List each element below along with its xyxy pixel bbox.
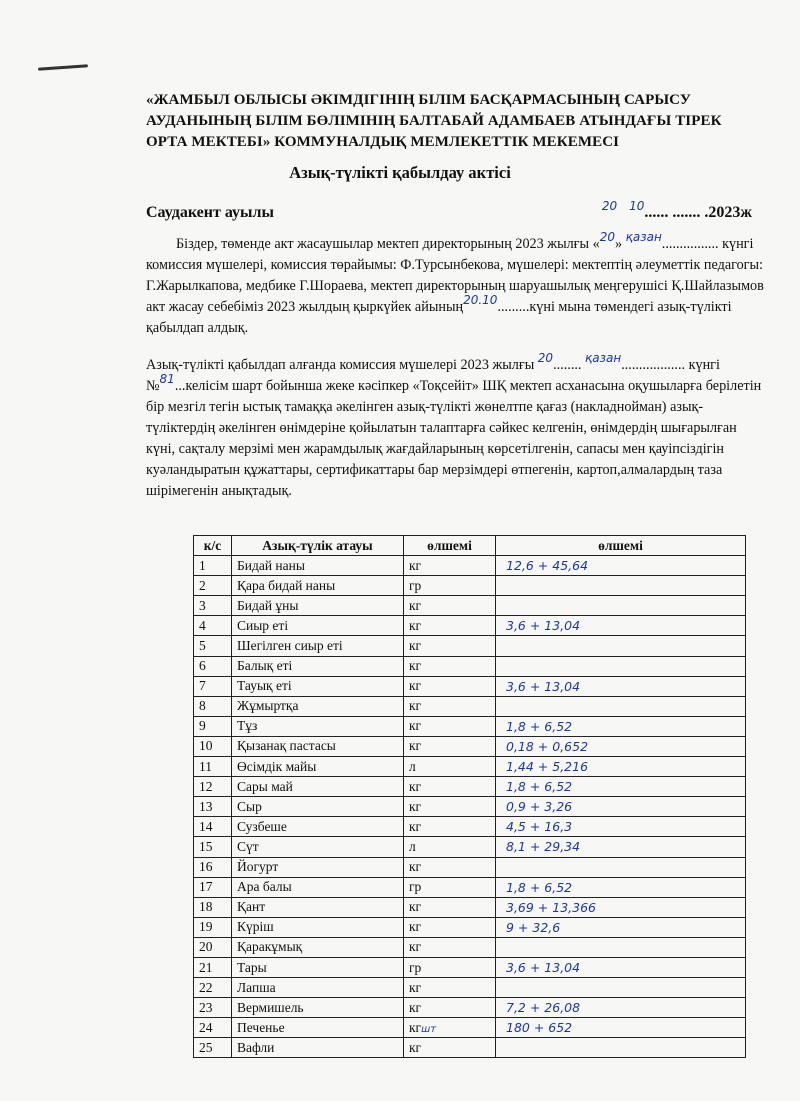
row-number: 1 bbox=[194, 556, 232, 576]
row-product-name: Қызанақ пастасы bbox=[232, 736, 404, 756]
table-row bbox=[194, 576, 746, 596]
table-row bbox=[194, 757, 746, 777]
paragraph-commission bbox=[146, 230, 766, 339]
row-unit: кг bbox=[404, 556, 496, 576]
row-product-name: Сузбеше bbox=[232, 817, 404, 837]
row-number: 6 bbox=[194, 656, 232, 676]
table-row bbox=[194, 696, 746, 716]
table-row bbox=[194, 817, 746, 837]
row-amount bbox=[496, 696, 746, 716]
header-amount: өлшемі bbox=[496, 536, 746, 556]
p2-handwritten-day: 20 bbox=[537, 351, 554, 365]
row-amount: 1,8 + 6,52 bbox=[496, 777, 746, 797]
header-no: к/с bbox=[194, 536, 232, 556]
row-number: 13 bbox=[194, 797, 232, 817]
row-product-name: Лапша bbox=[232, 978, 404, 998]
row-unit: кг bbox=[404, 656, 496, 676]
row-unit: кг bbox=[404, 616, 496, 636]
table-row bbox=[194, 957, 746, 977]
table-row bbox=[194, 1018, 746, 1038]
p2-text-2: ........ bbox=[553, 357, 585, 373]
row-number: 15 bbox=[194, 837, 232, 857]
row-unit: кгшт bbox=[404, 1018, 496, 1038]
table-row bbox=[194, 857, 746, 877]
date-year: 2023ж bbox=[708, 204, 752, 221]
row-amount: 1,44 + 5,216 bbox=[496, 757, 746, 777]
p1-text-3: ................ күнгі комиссия мүшелері, комиссия төрайымы: Ф.Турсынбекова, мүшелері: мектептің әлеуметтік педагогы: Г.Жарылкапова, медбике Г.Шораева, мектеп директорының шаруашылық меңгерушісі Қ.Шайлазымов акт жасау себебіміз 2023 жылдың қыркүйек айының bbox=[146, 236, 764, 315]
table-row bbox=[194, 937, 746, 957]
row-unit: кг bbox=[404, 797, 496, 817]
row-product-name: Балық еті bbox=[232, 656, 404, 676]
row-unit-handwritten: шт bbox=[421, 1023, 437, 1035]
row-amount bbox=[496, 978, 746, 998]
paragraph-acceptance bbox=[146, 351, 766, 502]
table-row bbox=[194, 978, 746, 998]
row-amount: 1,8 + 6,52 bbox=[496, 877, 746, 897]
row-amount: 3,6 + 13,04 bbox=[496, 676, 746, 696]
row-unit: кг bbox=[404, 937, 496, 957]
row-number: 9 bbox=[194, 716, 232, 736]
p2-text-3: .................. күнгі № bbox=[146, 357, 720, 394]
row-unit: кг bbox=[404, 978, 496, 998]
p2-handwritten-contract-no: 81 bbox=[159, 372, 175, 386]
row-number: 4 bbox=[194, 616, 232, 636]
table-header-row bbox=[194, 536, 746, 556]
row-product-name: Сыр bbox=[232, 797, 404, 817]
row-unit: кг bbox=[404, 676, 496, 696]
row-unit: кг bbox=[404, 1038, 496, 1058]
p2-handwritten-month: қазан bbox=[585, 351, 622, 365]
pen-mark bbox=[38, 64, 88, 70]
row-number: 19 bbox=[194, 917, 232, 937]
row-amount bbox=[496, 636, 746, 656]
row-product-name: Тұз bbox=[232, 716, 404, 736]
document-title: Азық-түлікті қабылдау актісі bbox=[289, 163, 511, 182]
row-number: 3 bbox=[194, 596, 232, 616]
date-day: 20 bbox=[601, 199, 618, 213]
row-unit: гр bbox=[404, 877, 496, 897]
row-number: 20 bbox=[194, 937, 232, 957]
table-row bbox=[194, 616, 746, 636]
organization-name: «ЖАМБЫЛ ОБЛЫСЫ ӘКІМДІГІНІҢ БІЛІМ БАСҚАРМАСЫНЫҢ САРЫСУ АУДАНЫНЫҢ БІЛІМ БӨЛІМІНІҢ БАЛТАБАЙ АДАМБАЕВ АТЫНДАҒЫ ТІРЕК ОРТА МЕКТЕБІ» КОММУНАЛДЫҚ МЕМЛЕКЕТТІК МЕКЕМЕСІ bbox=[146, 92, 722, 150]
row-amount: 3,69 + 13,366 bbox=[496, 897, 746, 917]
row-amount bbox=[496, 576, 746, 596]
row-amount: 0,9 + 3,26 bbox=[496, 797, 746, 817]
row-unit: л bbox=[404, 837, 496, 857]
row-amount: 180 + 652 bbox=[496, 1018, 746, 1038]
row-amount: 9 + 32,6 bbox=[496, 917, 746, 937]
row-unit: кг bbox=[404, 596, 496, 616]
row-number: 24 bbox=[194, 1018, 232, 1038]
header-name: Азық-түлік атауы bbox=[232, 536, 404, 556]
row-amount bbox=[496, 596, 746, 616]
header-unit: өлшемі bbox=[404, 536, 496, 556]
row-product-name: Вермишель bbox=[232, 998, 404, 1018]
row-number: 11 bbox=[194, 757, 232, 777]
row-product-name: Тауық еті bbox=[232, 676, 404, 696]
row-product-name: Вафли bbox=[232, 1038, 404, 1058]
table-row bbox=[194, 656, 746, 676]
row-unit: кг bbox=[404, 716, 496, 736]
row-unit: кг bbox=[404, 696, 496, 716]
row-number: 5 bbox=[194, 636, 232, 656]
row-product-name: Жұмыртқа bbox=[232, 696, 404, 716]
row-amount: 3,6 + 13,04 bbox=[496, 957, 746, 977]
row-amount bbox=[496, 857, 746, 877]
row-product-name: Қара бидай наны bbox=[232, 576, 404, 596]
row-product-name: Қант bbox=[232, 897, 404, 917]
p1-text-2: » bbox=[614, 236, 626, 252]
row-unit: кг bbox=[404, 857, 496, 877]
row-number: 18 bbox=[194, 897, 232, 917]
food-items-table bbox=[193, 535, 746, 1058]
row-unit: кг bbox=[404, 817, 496, 837]
row-amount: 0,18 + 0,652 bbox=[496, 736, 746, 756]
row-product-name: Күріш bbox=[232, 917, 404, 937]
row-number: 10 bbox=[194, 736, 232, 756]
row-unit: кг bbox=[404, 777, 496, 797]
row-product-name: Қаракұмық bbox=[232, 937, 404, 957]
table-row bbox=[194, 676, 746, 696]
row-number: 22 bbox=[194, 978, 232, 998]
p1-handwritten-month: қазан bbox=[625, 230, 662, 244]
row-number: 14 bbox=[194, 817, 232, 837]
row-unit: кг bbox=[404, 917, 496, 937]
p1-handwritten-date: 20.10 bbox=[463, 293, 498, 307]
row-product-name: Ара балы bbox=[232, 877, 404, 897]
row-number: 25 bbox=[194, 1038, 232, 1058]
row-product-name: Печенье bbox=[232, 1018, 404, 1038]
row-unit: гр bbox=[404, 957, 496, 977]
row-number: 17 bbox=[194, 877, 232, 897]
document-date bbox=[601, 199, 752, 222]
row-amount: 3,6 + 13,04 bbox=[496, 616, 746, 636]
table-row bbox=[194, 998, 746, 1018]
row-amount bbox=[496, 937, 746, 957]
row-product-name: Өсімдік майы bbox=[232, 757, 404, 777]
row-unit: кг bbox=[404, 636, 496, 656]
date-dots: ...... ....... . bbox=[644, 204, 709, 221]
row-amount: 1,8 + 6,52 bbox=[496, 716, 746, 736]
row-product-name: Шегілген сиыр еті bbox=[232, 636, 404, 656]
row-product-name: Сары май bbox=[232, 777, 404, 797]
row-unit: кг bbox=[404, 998, 496, 1018]
p1-handwritten-day: 20 bbox=[599, 230, 615, 244]
row-number: 7 bbox=[194, 676, 232, 696]
table-row bbox=[194, 917, 746, 937]
table-row bbox=[194, 556, 746, 576]
row-unit: кг bbox=[404, 736, 496, 756]
p2-text-4: ...келісім шарт бойынша жеке кәсіпкер «Тоқсейіт» ШҚ мектеп асханасына оқушыларға берілетін бір мезгіл тегін ыстық тамаққа әкелінген азық-түлікті жөнелтпе қағаз (накладнойман) азық-түліктердің әкелінген өнімдеріне қойылатын талаптарға сәйкес келгенін, өнімдердің шығарылған күні, сақталу мерзімі мен жарамдылық жағдайларының көрсетілгенін, сапасы мен қауіпсіздігін куәландыратын құжаттары, сертификаттары бар мерзімдері өтпегенін, картоп,алмалардың таза шірімегенін анықтадық. bbox=[146, 378, 762, 499]
p1-text-4: .........күні мына төмендегі азық-түлікті қабылдап алдық. bbox=[146, 299, 732, 336]
row-number: 16 bbox=[194, 857, 232, 877]
row-unit: кг bbox=[404, 897, 496, 917]
p1-text-1: Біздер, төменде акт жасаушылар мектеп директорының 2023 жылғы « bbox=[176, 236, 600, 252]
table-row bbox=[194, 777, 746, 797]
row-product-name: Бидай ұны bbox=[232, 596, 404, 616]
row-product-name: Бидай наны bbox=[232, 556, 404, 576]
row-product-name: Тары bbox=[232, 957, 404, 977]
table-row bbox=[194, 736, 746, 756]
table-row bbox=[194, 1038, 746, 1058]
row-unit: гр bbox=[404, 576, 496, 596]
row-amount: 7,2 + 26,08 bbox=[496, 998, 746, 1018]
row-amount bbox=[496, 1038, 746, 1058]
table-row bbox=[194, 636, 746, 656]
row-number: 8 bbox=[194, 696, 232, 716]
p2-text-1: Азық-түлікті қабылдап алғанда комиссия мүшелері 2023 жылғы bbox=[146, 357, 538, 373]
table-row bbox=[194, 797, 746, 817]
date-month: 10 bbox=[629, 199, 645, 213]
table-row bbox=[194, 596, 746, 616]
table-row bbox=[194, 837, 746, 857]
row-number: 2 bbox=[194, 576, 232, 596]
row-amount bbox=[496, 656, 746, 676]
row-number: 12 bbox=[194, 777, 232, 797]
row-product-name: Сүт bbox=[232, 837, 404, 857]
row-product-name: Йогурт bbox=[232, 857, 404, 877]
row-amount: 4,5 + 16,3 bbox=[496, 817, 746, 837]
table-row bbox=[194, 877, 746, 897]
place-name: Саудакент ауылы bbox=[146, 204, 274, 221]
row-number: 21 bbox=[194, 957, 232, 977]
table-row bbox=[194, 897, 746, 917]
table-row bbox=[194, 716, 746, 736]
row-amount: 8,1 + 29,34 bbox=[496, 837, 746, 857]
row-product-name: Сиыр еті bbox=[232, 616, 404, 636]
row-amount: 12,6 + 45,64 bbox=[496, 556, 746, 576]
row-number: 23 bbox=[194, 998, 232, 1018]
row-unit: л bbox=[404, 757, 496, 777]
